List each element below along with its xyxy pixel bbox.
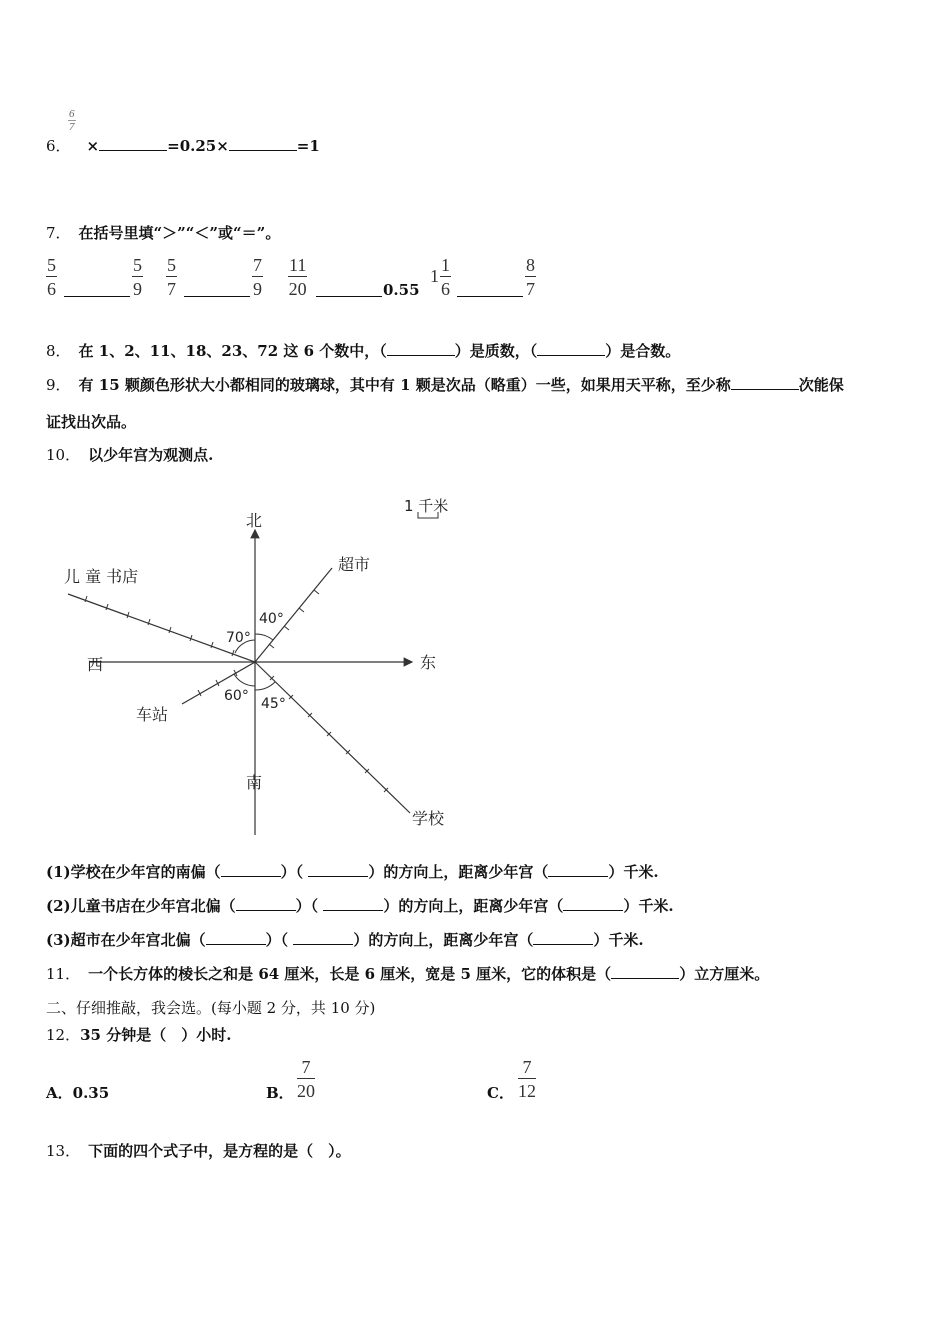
q12-option-c-fraction (518, 1056, 536, 1103)
question-10 (46, 444, 213, 465)
q12-option-a-value: 0.35 (72, 1084, 110, 1102)
q10-sub1 (46, 861, 659, 882)
q7-item1-right-den: 9 (133, 279, 142, 299)
q6-times: × (86, 137, 100, 155)
q12-option-c-label[interactable]: C． (487, 1084, 514, 1102)
q7-item2-left-den: 7 (167, 279, 176, 299)
label-school: 学校 (412, 809, 445, 828)
q12-option-c-num: 7 (518, 1056, 536, 1079)
q6-fraction (68, 108, 76, 133)
label-angle-45: 45° (261, 696, 286, 712)
arc-40 (255, 634, 273, 640)
q6-blank-1[interactable] (99, 135, 167, 151)
q11-number: 11． (46, 965, 81, 983)
q8-part1: 在 1、2、11、18、23、72 这 6 个数中，（ (78, 342, 387, 360)
q10-sub2-blank-angle[interactable] (236, 895, 296, 911)
q10-sub3-c: ）的方向上，距离少年宫（ (353, 931, 534, 949)
q7-item1-left (46, 254, 57, 301)
q6-end: =1 (296, 137, 320, 155)
q7-item2-right (252, 254, 263, 301)
q10-sub3-blank-angle[interactable] (206, 929, 266, 945)
question-11 (46, 963, 769, 984)
bookstore-ticks (85, 596, 234, 656)
q10-sub1-blank-angle[interactable] (221, 861, 281, 877)
q10-sub3-blank-direction[interactable] (293, 929, 353, 945)
q7-item4-left (440, 254, 451, 301)
label-supermarket: 超市 (338, 555, 371, 574)
q7-item2-right-den: 9 (253, 279, 262, 299)
q10-sub3-b: ）（ (265, 931, 294, 949)
q10-sub1-d: ）千米. (608, 863, 659, 881)
question-7 (46, 222, 280, 243)
q9-part1: 有 15 颗颜色形状大小都相同的玻璃球，其中有 1 颗是次品（略重）一些，如果用天平称，至少称 (78, 376, 731, 394)
label-south: 南 (246, 773, 263, 792)
question-9 (46, 374, 844, 395)
label-angle-40: 40° (259, 611, 284, 627)
q11-part1: 一个长方体的棱长之和是 64 厘米，长是 6 厘米，宽是 5 厘米，它的体积是（ (88, 965, 612, 983)
q10-sub2-blank-direction[interactable] (323, 895, 383, 911)
q8-part2: ）是质数，（ (454, 342, 538, 360)
q10-sub1-blank-distance[interactable] (548, 861, 608, 877)
q10-sub3-a: (3)超市在少年宫北偏（ (46, 931, 206, 949)
school-ray (255, 662, 410, 813)
q10-sub2-b: ）（ (295, 897, 324, 915)
q7-item3-left (288, 254, 307, 301)
q6-number: 6． (46, 137, 71, 155)
q10-sub3-blank-distance[interactable] (533, 929, 593, 945)
q13-number: 13． (46, 1142, 81, 1160)
question-9-line2: 证找出次品。 (46, 413, 137, 431)
q7-item4-right (525, 254, 536, 301)
label-angle-60: 60° (224, 688, 249, 704)
q8-blank-composite[interactable] (537, 340, 605, 356)
question-13 (46, 1140, 351, 1161)
question-6 (46, 135, 320, 156)
question-12 (46, 1024, 231, 1045)
q7-item4-left-den: 6 (441, 279, 450, 299)
q7-item3-left-den: 20 (288, 279, 307, 299)
q7-item4-right-den: 7 (526, 279, 535, 299)
q6-blank-2[interactable] (229, 135, 297, 151)
direction-diagram (40, 490, 460, 840)
q12-text: 35 分钟是（ ）小时. (80, 1026, 232, 1044)
label-bookstore: 儿 童 书店 (64, 567, 139, 586)
q12-option-c-den: 12 (518, 1081, 536, 1101)
label-angle-70: 70° (226, 630, 251, 646)
q7-item1-left-num: 5 (47, 255, 56, 275)
q9-blank[interactable] (731, 374, 799, 390)
label-scale: 1 千米 (404, 497, 449, 515)
q10-sub2-d: ）千米. (623, 897, 674, 915)
q11-part2: ）立方厘米。 (679, 965, 770, 983)
q12-option-b-fraction (297, 1056, 315, 1103)
q7-item3-right: 0.55 (383, 281, 420, 299)
q7-item1-right-num: 5 (133, 255, 142, 275)
q9-number: 9． (46, 376, 71, 394)
q8-blank-prime[interactable] (387, 340, 455, 356)
q7-item4-blank[interactable] (457, 281, 523, 297)
q7-item3-blank[interactable] (316, 281, 382, 297)
q7-item2-left (166, 254, 177, 301)
q10-sub3-d: ）千米. (593, 931, 644, 949)
q12-option-b-label[interactable]: B． (266, 1084, 294, 1102)
q12-option-a-label: A． (46, 1084, 73, 1102)
label-station: 车站 (136, 705, 169, 724)
q10-sub1-blank-direction[interactable] (308, 861, 368, 877)
q12-option-a[interactable] (46, 1082, 109, 1103)
q10-sub2 (46, 895, 674, 916)
q7-item2-left-num: 5 (167, 255, 176, 275)
q10-sub1-c: ）的方向上，距离少年宫（ (368, 863, 549, 881)
q10-sub2-c: ）的方向上，距离少年宫（ (383, 897, 564, 915)
q7-item1-right (132, 254, 143, 301)
q7-item1-left-den: 6 (47, 279, 56, 299)
q11-blank[interactable] (611, 963, 679, 979)
q10-sub1-b: ）（ (280, 863, 309, 881)
label-north: 北 (246, 511, 263, 530)
q10-sub2-a: (2)儿童书店在少年宫北偏（ (46, 897, 236, 915)
q7-item4-whole: 1 (430, 266, 439, 286)
q10-sub1-a: (1)学校在少年宫的南偏（ (46, 863, 221, 881)
label-east: 东 (420, 653, 437, 672)
q9-part2: 次能保 (798, 376, 844, 394)
q10-sub3 (46, 929, 644, 950)
arc-45 (255, 682, 275, 690)
q7-item1-blank[interactable] (64, 281, 130, 297)
q8-part3: ）是合数。 (605, 342, 681, 360)
q10-text: 以少年宫为观测点. (88, 446, 214, 464)
q7-item4-left-num: 1 (441, 255, 450, 275)
q7-text: 在括号里填“＞”“＜”或“＝”。 (78, 224, 281, 242)
q6-frac-num: 6 (69, 108, 75, 120)
q12-option-b-num: 7 (297, 1056, 315, 1079)
bookstore-ray (68, 594, 255, 662)
q10-number: 10． (46, 446, 81, 464)
q12-option-b-den: 20 (297, 1081, 315, 1101)
q13-text: 下面的四个式子中，是方程的是（ ）。 (88, 1142, 351, 1160)
q10-sub2-blank-distance[interactable] (563, 895, 623, 911)
q6-mid: =0.25× (167, 137, 229, 155)
question-8 (46, 340, 680, 361)
q7-item2-right-num: 7 (253, 255, 262, 275)
q7-item2-blank[interactable] (184, 281, 250, 297)
q7-number: 7． (46, 224, 71, 242)
q8-number: 8． (46, 342, 71, 360)
q6-frac-den: 7 (69, 121, 75, 133)
q12-number: 12． (46, 1026, 81, 1044)
label-west: 西 (87, 655, 104, 674)
q7-item4-right-num: 8 (526, 255, 535, 275)
section-2-heading: 二、仔细推敲，我会选。(每小题 2 分，共 10 分) (46, 999, 376, 1017)
q7-item3-left-num: 11 (289, 255, 307, 275)
